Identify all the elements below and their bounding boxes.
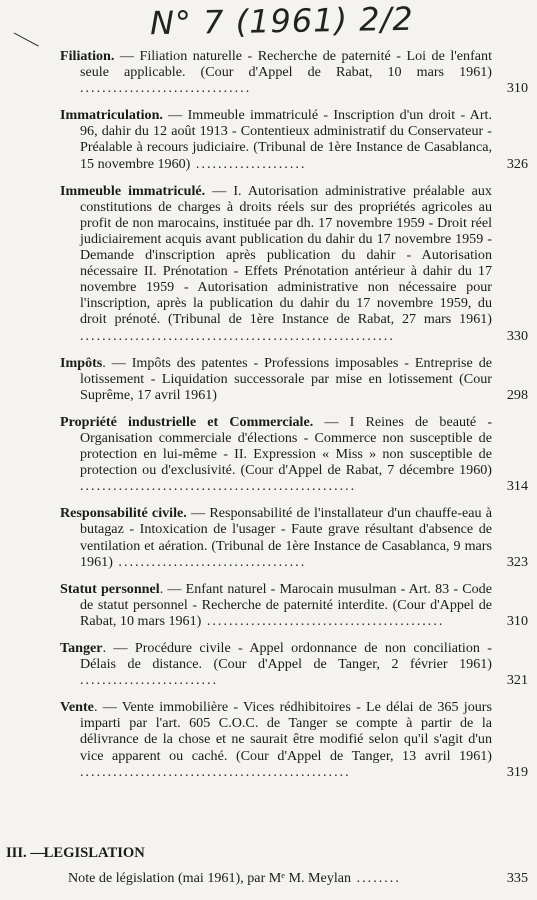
- entry-filiation: [60, 48, 528, 96]
- margin-pen-mark: [5, 33, 39, 63]
- index-entries: [60, 48, 528, 780]
- note-text: Note de législation (mai 1961), par Mᵉ M. Meylan: [68, 870, 352, 886]
- entry-heading: Filiation.: [60, 48, 115, 64]
- entry-page-number: 323: [506, 553, 528, 570]
- section-title: LEGISLATION: [43, 845, 145, 861]
- entry-text: . — Enfant naturel - Marocain musulman - Art. 83 - Code de statut personnel - Recherche de paternité interdite. (Cour d'Appel de Rabat, 10 mars 1961): [80, 580, 492, 629]
- entry-body: [60, 107, 492, 171]
- dot-leaders: .........................................................: [80, 327, 395, 344]
- entry-heading: Statut personnel: [60, 580, 160, 597]
- entry-responsabilite-civile: [60, 505, 528, 569]
- entry-heading: Responsabilité civile.: [60, 505, 187, 522]
- entry-statut-personnel: [60, 581, 528, 629]
- entry-text: — Immeuble immatriculé - Inscription d'un droit - Art. 96, dahir du 12 août 1913 - Contentieux administratif du Conservateur - Préalable à recours judiciaire. (Tribunal de 1ère Instance de Casablanca, 15 novembre 1960): [80, 107, 492, 172]
- entry-heading: Impôts: [60, 354, 103, 371]
- entry-page-number: 330: [506, 327, 528, 344]
- entry-page-number: 319: [506, 763, 528, 780]
- entry-text: . — Impôts des patentes - Professions imposables - Entreprise de lotissement - Liquidation successorale par mise en lotissement (Cour Suprême, 17 avril 1961): [80, 354, 492, 403]
- entry-body: [60, 699, 492, 779]
- entry-body: [60, 640, 492, 688]
- entry-heading: Propriété industrielle et Commerciale.: [60, 413, 314, 430]
- section-heading: [6, 845, 145, 862]
- dot-leaders: ........: [351, 870, 401, 886]
- entry-body: [60, 581, 492, 629]
- entry-heading: Immeuble immatriculé.: [60, 182, 206, 199]
- entry-body: [60, 414, 492, 494]
- entry-heading: Vente: [60, 699, 94, 716]
- entry-body: [60, 355, 492, 403]
- entry-impots: [60, 355, 528, 403]
- entry-page-number: 326: [506, 155, 528, 172]
- entry-page-number: 321: [506, 672, 528, 689]
- dot-leaders: .................................................: [80, 763, 351, 780]
- dot-leaders: .........................: [80, 672, 219, 689]
- entry-heading: Tanger: [60, 640, 103, 656]
- entry-page-number: 310: [506, 612, 528, 629]
- entry-body: [60, 505, 492, 569]
- entry-propriete-industrielle: [60, 414, 528, 494]
- dot-leaders: ...............................: [80, 80, 252, 97]
- entry-page-number: 310: [506, 80, 528, 97]
- entry-page-number: 314: [506, 478, 528, 495]
- entry-text: — I. Autorisation administrative préalable aux constitutions de charges à droits réels sur des propriétés agricoles au profit de non marocains, instituée par dh. 17 novembre 1959 - Droit réel judiciairement acquis avant publication du dahir du 17 novembre 1959 - Demande d'inscription après publication du dahir - Autorisation nécessaire II. Prénotation - Effets Prénotation antérieur à dahir du 17 novembre 1959 - Autorisation administrative non nécessaire pour l'inscription, après la publication du dahir du 17 novembre 1959, du droit prénoté. (Tribunal de 1ère Instance de Rabat, 27 mars 1961): [80, 182, 492, 328]
- entry-vente: [60, 699, 528, 779]
- dot-leaders: ..................................................: [80, 478, 357, 495]
- legislation-note: [68, 870, 528, 886]
- entry-immatriculation: [60, 107, 528, 171]
- entry-text: — Responsabilité de l'installateur d'un chauffe-eau à butagaz - Intoxication de l'usager - Faute grave résultant d'absence de ventilation et aération. (Tribunal de 1ère Instance de Casablanca, 9 mars 1961): [80, 505, 492, 570]
- entry-immeuble-immatricule: [60, 183, 528, 344]
- dot-leaders: ....................: [190, 155, 307, 172]
- dot-leaders: ...........................................: [201, 612, 445, 629]
- entry-body: [60, 48, 492, 96]
- entry-heading: Immatriculation.: [60, 107, 163, 124]
- handwritten-issue-note: N° 7 (1961) 2/2: [149, 0, 415, 43]
- entry-text: — I Reines de beauté - Organisation commerciale d'élections - Commerce non susceptible de protection en lui-même - II. Expression « Miss » non susceptible de protection ou d'exclusivité. (Cour d'Appel de Rabat, 7 décembre 1960): [80, 413, 493, 479]
- dot-leaders: ..................................: [112, 553, 307, 570]
- entry-page-number: 298: [506, 386, 528, 403]
- entry-body: [60, 183, 492, 344]
- entry-text: — Filiation naturelle - Recherche de paternité - Loi de l'enfant seule applicable. (Cour d'Appel de Rabat, 10 mars 1961): [80, 48, 492, 81]
- entry-text: . — Procédure civile - Appel ordonnance de non conciliation - Délais de distance. (Cour d'Appel de Tanger, 2 février 1961): [80, 640, 492, 673]
- section-number: III. —: [6, 845, 45, 861]
- entry-text: . — Vente immobilière - Vices rédhibitoires - Le délai de 365 jours imparti par l'art. 605 C.O.C. de Tanger se compte à partir de la délivrance de la chose et ne saurait être modifié selon qu'il s'agit d'un vice apparent ou caché. (Cour d'Appel de Tanger, 13 avril 1961): [80, 699, 492, 764]
- entry-tanger: [60, 640, 528, 688]
- note-page-number: 335: [506, 870, 528, 886]
